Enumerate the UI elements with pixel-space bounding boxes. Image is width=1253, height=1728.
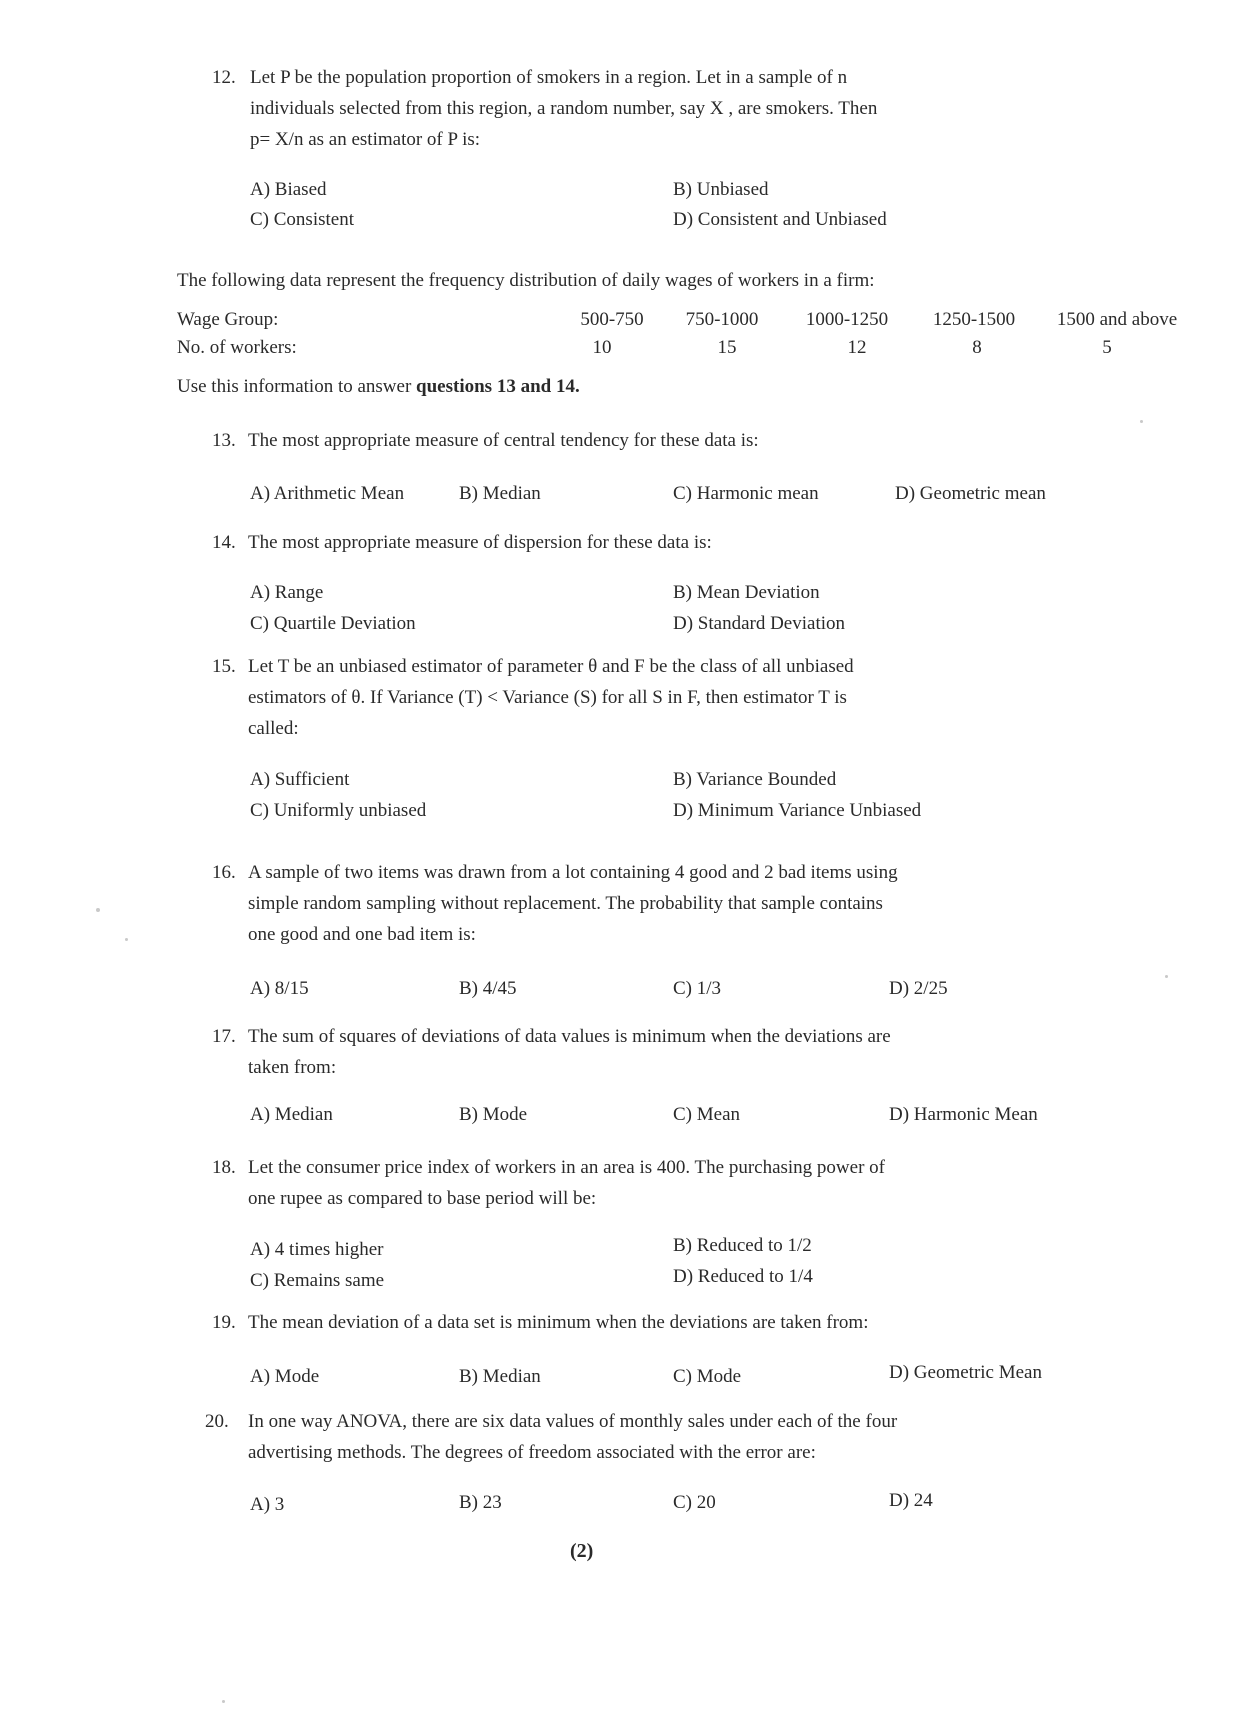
q17-line2: taken from: (248, 1057, 337, 1078)
q20-option-a: A) 3 (250, 1494, 285, 1515)
q16-option-c: C) 1/3 (673, 978, 722, 999)
q13-option-a: A) Arithmetic Mean (250, 483, 405, 504)
wage-group-label: Wage Group: (177, 309, 279, 330)
q19-option-c: C) Mode (673, 1366, 742, 1387)
q13-number: 13. (212, 430, 236, 451)
q16-line3: one good and one bad item is: (248, 924, 476, 945)
q17-number: 17. (212, 1026, 236, 1047)
q12-option-a: A) Biased (250, 179, 327, 200)
q20-option-b: B) 23 (459, 1492, 502, 1513)
use-info-bold: questions 13 and 14. (416, 376, 580, 397)
q13-text: The most appropriate measure of central tendency for these data is: (248, 430, 759, 451)
q18-line2: one rupee as compared to base period will be: (248, 1188, 597, 1209)
q15-option-b: B) Variance Bounded (673, 769, 837, 790)
q20-option-c: C) 20 (673, 1492, 716, 1513)
q17-option-a: A) Median (250, 1104, 333, 1125)
q14-text: The most appropriate measure of dispersion for these data is: (248, 532, 712, 553)
q16-option-d: D) 2/25 (889, 978, 948, 999)
q15-number: 15. (212, 656, 236, 677)
q12-line3: p= X/n as an estimator of P is: (250, 129, 481, 150)
q19-number: 19. (212, 1312, 236, 1333)
q18-line1: Let the consumer price index of workers in an area is 400. The purchasing power of (248, 1157, 885, 1178)
q19-text: The mean deviation of a data set is minimum when the deviations are taken from: (248, 1312, 869, 1333)
q13-option-d: D) Geometric mean (895, 483, 1046, 504)
use-info (177, 376, 580, 398)
q12-line1: Let P be the population proportion of smokers in a region. Let in a sample of n (250, 67, 848, 88)
q19-option-d: D) Geometric Mean (889, 1362, 1042, 1383)
q12-option-c: C) Consistent (250, 209, 354, 230)
q15-option-a: A) Sufficient (250, 769, 350, 790)
workers-row (177, 337, 1112, 365)
q18-option-b: B) Reduced to 1/2 (673, 1235, 812, 1256)
page-number: (2) (570, 1540, 594, 1562)
table-intro: The following data represent the frequency distribution of daily wages of workers in a firm: (177, 270, 875, 291)
q19-option-b: B) Median (459, 1366, 541, 1387)
q15-option-d: D) Minimum Variance Unbiased (673, 800, 922, 821)
q16-number: 16. (212, 862, 236, 883)
scan-speck (222, 1700, 225, 1703)
use-info-prefix: Use this information to answer (177, 376, 417, 397)
q17-option-b: B) Mode (459, 1104, 528, 1125)
q19-option-a: A) Mode (250, 1366, 320, 1387)
wage-group-cell: 1500 and above (1056, 309, 1178, 330)
scan-speck (1165, 975, 1168, 978)
q15-option-c: C) Uniformly unbiased (250, 800, 427, 821)
q20-line2: advertising methods. The degrees of freedom associated with the error are: (248, 1442, 816, 1463)
q12-number: 12. (212, 67, 236, 88)
q16-option-a: A) 8/15 (250, 978, 309, 999)
q12-option-d: D) Consistent and Unbiased (673, 209, 887, 230)
workers-cell: 12 (847, 337, 867, 358)
q20-number: 20. (205, 1411, 229, 1432)
q15-line2: estimators of θ. If Variance (T) < Variance (S) for all S in F, then estimator T is (248, 687, 847, 708)
q17-option-d: D) Harmonic Mean (889, 1104, 1038, 1125)
q16-line2: simple random sampling without replacement. The probability that sample contains (248, 893, 883, 914)
q13-option-c: C) Harmonic mean (673, 483, 819, 504)
q18-number: 18. (212, 1157, 236, 1178)
workers-cell: 15 (717, 337, 737, 358)
q14-option-d: D) Standard Deviation (673, 613, 846, 634)
wage-group-row (177, 309, 1178, 337)
q13-option-b: B) Median (459, 483, 541, 504)
q14-number: 14. (212, 532, 236, 553)
workers-cell: 10 (592, 337, 612, 358)
wage-group-cell: 750-1000 (685, 309, 759, 330)
q17-line1: The sum of squares of deviations of data values is minimum when the deviations are (248, 1026, 891, 1047)
q16-line1: A sample of two items was drawn from a lot containing 4 good and 2 bad items using (248, 862, 898, 883)
q12-line2: individuals selected from this region, a random number, say X , are smokers. Then (250, 98, 878, 119)
workers-cell: 5 (1102, 337, 1112, 358)
q20-line1: In one way ANOVA, there are six data values of monthly sales under each of the four (248, 1411, 898, 1432)
wage-group-cell: 500-750 (580, 309, 644, 330)
scan-speck (125, 938, 128, 941)
q20-option-d: D) 24 (889, 1490, 933, 1511)
q18-option-c: C) Remains same (250, 1270, 385, 1291)
q14-option-a: A) Range (250, 582, 324, 603)
q16-option-b: B) 4/45 (459, 978, 517, 999)
q18-option-d: D) Reduced to 1/4 (673, 1266, 813, 1287)
q12-option-b: B) Unbiased (673, 179, 769, 200)
workers-label: No. of workers: (177, 337, 297, 358)
scan-speck (1140, 420, 1143, 423)
q14-option-b: B) Mean Deviation (673, 582, 820, 603)
q15-line1: Let T be an unbiased estimator of parameter θ and F be the class of all unbiased (248, 656, 854, 677)
q15-line3: called: (248, 718, 299, 739)
q14-option-c: C) Quartile Deviation (250, 613, 416, 634)
workers-cell: 8 (972, 337, 982, 358)
q17-option-c: C) Mean (673, 1104, 741, 1125)
q18-option-a: A) 4 times higher (250, 1239, 384, 1260)
wage-group-cell: 1250-1500 (932, 309, 1016, 330)
wage-group-cell: 1000-1250 (805, 309, 889, 330)
scan-speck (96, 908, 100, 912)
